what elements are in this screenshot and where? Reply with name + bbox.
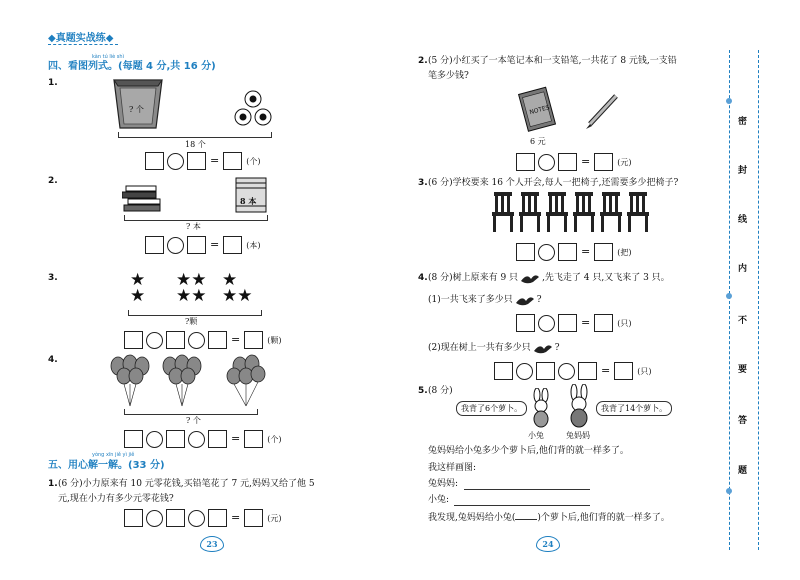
pencil-image	[582, 92, 622, 132]
answer-box[interactable]	[516, 153, 535, 171]
equals-sign: =	[210, 238, 220, 251]
question-1-number: 1.	[48, 479, 58, 489]
seal-char: 线	[738, 215, 748, 225]
problem-4-number: 4.	[48, 355, 58, 365]
answer-sentence-b: )个萝卜后,他们背的就一样多了。	[537, 513, 670, 523]
bucket-image	[112, 74, 164, 130]
answer-box[interactable]	[145, 152, 164, 170]
answer-box[interactable]	[244, 331, 263, 349]
problem-1-number: 1.	[48, 78, 58, 88]
little-rabbit-image	[526, 388, 556, 428]
answer-box[interactable]	[124, 331, 143, 349]
problem-2-number: 2.	[48, 176, 58, 186]
seal-char: 密	[738, 117, 748, 127]
bird-icon	[519, 273, 541, 285]
question-5-number: 5.	[418, 386, 428, 396]
equals-sign: =	[210, 154, 220, 167]
mom-line-label: 兔妈妈:	[428, 479, 459, 489]
answer-box[interactable]	[594, 243, 613, 261]
unit-label: (元)	[617, 157, 632, 167]
question-4-line1	[428, 272, 670, 285]
equation-row-4	[124, 430, 281, 448]
balloons-image	[108, 354, 268, 410]
answer-box[interactable]	[594, 153, 613, 171]
unit-label: (只)	[617, 318, 632, 328]
operator-circle[interactable]	[167, 237, 184, 254]
draw-label: 我这样画图:	[428, 463, 477, 473]
operator-circle[interactable]	[146, 332, 163, 349]
stars-group-2: ★★ ★★	[176, 270, 207, 306]
brace-2-label: ? 本	[186, 222, 201, 231]
question-4-sub1	[428, 294, 542, 307]
answer-box[interactable]	[614, 362, 633, 380]
books-stack-image	[122, 184, 166, 214]
operator-circle[interactable]	[538, 244, 555, 261]
equation-row-q2	[516, 153, 631, 171]
question-2-number: 2.	[418, 56, 428, 66]
answer-box[interactable]	[578, 362, 597, 380]
answer-box[interactable]	[223, 236, 242, 254]
mom-drawing-line[interactable]	[464, 489, 590, 490]
operator-circle[interactable]	[538, 154, 555, 171]
books-pile-image	[234, 176, 268, 214]
pinyin-section5: yòng xīn jiě yì jiě	[92, 452, 135, 458]
answer-box[interactable]	[244, 430, 263, 448]
stars-group-1: ★ ★	[130, 270, 146, 306]
question-1-line2: 元,现在小力有多少元零花钱?	[58, 494, 174, 504]
brace-4-label: ? 个	[186, 416, 201, 425]
equation-row-2	[145, 236, 260, 254]
seal-char: 封	[738, 166, 748, 176]
answer-box[interactable]	[145, 236, 164, 254]
answer-box[interactable]	[166, 430, 185, 448]
answer-box[interactable]	[494, 362, 513, 380]
question-3-line1: (6 分)学校要来 16 个人开会,每人一把椅子,还需要多少把椅子?	[428, 178, 679, 188]
operator-circle[interactable]	[188, 431, 205, 448]
pinyin-section4: kàn tú liè shì	[92, 54, 124, 60]
unit-label: (把)	[617, 247, 632, 257]
question-3-number: 3.	[418, 178, 428, 188]
question-2-line1: (5 分)小红买了一本笔记本和一支铅笔,一共花了 8 元钱,一支铅	[428, 56, 677, 66]
stars-group-3: ★ ★★	[222, 270, 253, 306]
question-4-sub2-end: ?	[554, 343, 560, 353]
binding-hole	[726, 488, 732, 494]
kid-drawing-line[interactable]	[454, 505, 590, 506]
operator-circle[interactable]	[188, 332, 205, 349]
banner-underline	[48, 44, 118, 45]
speech-bubble-mom: 我背了14个萝卜。	[596, 401, 672, 416]
notebook-text: NOTES	[528, 104, 551, 117]
seal-char: 要	[738, 365, 748, 375]
equation-row-3	[124, 331, 281, 349]
equals-sign: =	[581, 155, 591, 168]
seal-line-left	[729, 50, 730, 550]
book-count-label: 8 本	[240, 196, 257, 206]
question-4-sub2-text: (2)现在树上一共有多少只	[428, 343, 531, 353]
question-4-text-b: ,先飞走了 4 只,又飞来了 3 只。	[542, 273, 670, 283]
answer-box[interactable]	[187, 236, 206, 254]
brace-1	[118, 132, 272, 138]
page-number-right: 24	[536, 536, 560, 552]
bird-icon	[514, 295, 536, 307]
answer-box[interactable]	[558, 243, 577, 261]
seal-char: 题	[738, 466, 748, 476]
unit-label: (个)	[267, 434, 282, 444]
equation-row-q4-2	[494, 362, 651, 380]
answer-box[interactable]	[166, 331, 185, 349]
answer-box[interactable]	[558, 314, 577, 332]
answer-box[interactable]	[536, 362, 555, 380]
seal-char: 内	[738, 264, 748, 274]
rabbit-mom-name: 兔妈妈	[566, 431, 590, 440]
equals-sign: =	[231, 333, 241, 346]
problem-3-number: 3.	[48, 273, 58, 283]
question-4-number: 4.	[418, 273, 428, 283]
operator-circle[interactable]	[146, 510, 163, 527]
equals-sign: =	[581, 316, 591, 329]
answer-box[interactable]	[166, 509, 185, 527]
question-5-score: (8 分)	[428, 386, 453, 396]
equals-sign: =	[581, 245, 591, 258]
seal-line-right	[758, 50, 759, 550]
answer-box[interactable]	[208, 331, 227, 349]
answer-box[interactable]	[516, 314, 535, 332]
operator-circle[interactable]	[516, 363, 533, 380]
notebook-image	[515, 86, 561, 132]
question-1-line1: (6 分)小力原来有 10 元零花钱,买铅笔花了 7 元,妈妈又给了他 5	[58, 479, 315, 489]
operator-circle[interactable]	[558, 363, 575, 380]
seal-char: 不	[738, 316, 748, 326]
question-4-sub1-text: (1)一共飞来了多少只	[428, 295, 513, 305]
answer-box[interactable]	[558, 153, 577, 171]
mother-rabbit-image	[564, 384, 594, 428]
question-4-sub2	[428, 342, 560, 355]
question-4-sub1-end: ?	[536, 295, 542, 305]
answer-box[interactable]	[124, 430, 143, 448]
operator-circle[interactable]	[146, 431, 163, 448]
answer-blank[interactable]	[515, 519, 537, 520]
equation-row-1	[145, 152, 260, 170]
equals-sign: =	[231, 511, 241, 524]
equation-row-q4-1	[516, 314, 631, 332]
answer-box[interactable]	[187, 152, 206, 170]
unit-label: (个)	[246, 156, 261, 166]
operator-circle[interactable]	[167, 153, 184, 170]
operator-circle[interactable]	[538, 315, 555, 332]
answer-box[interactable]	[516, 243, 535, 261]
brace-1-label: 18 个	[185, 140, 206, 149]
section5-title: 五、用心解一解。(33 分)	[48, 460, 165, 471]
kid-line-label: 小兔:	[428, 495, 450, 505]
answer-box[interactable]	[594, 314, 613, 332]
equation-row-q3	[516, 243, 631, 261]
answer-box[interactable]	[124, 509, 143, 527]
operator-circle[interactable]	[188, 510, 205, 527]
section4-title: 四、看图列式。(每题 4 分,共 16 分)	[48, 61, 216, 72]
question-5-text: 兔妈妈给小兔多少个萝卜后,他们背的就一样多了。	[428, 446, 629, 456]
question-4-text-a: (8 分)树上原来有 9 只	[428, 273, 519, 283]
answer-box[interactable]	[208, 430, 227, 448]
equals-sign: =	[231, 432, 241, 445]
seal-char: 答	[738, 416, 748, 426]
unit-label: (元)	[267, 513, 282, 523]
balls-image	[232, 90, 274, 128]
bucket-label: ? 个	[129, 105, 144, 114]
chairs-image	[490, 192, 658, 234]
notebook-price: 6 元	[530, 137, 546, 146]
page-number-left: 23	[200, 536, 224, 552]
speech-bubble-kid: 我背了6个萝卜。	[456, 401, 527, 416]
brace-3-label: ?颗	[185, 317, 198, 326]
binding-hole	[726, 293, 732, 299]
answer-sentence	[428, 512, 670, 525]
answer-box[interactable]	[208, 509, 227, 527]
unit-label: (只)	[637, 366, 652, 376]
section-banner: ◆真题实战练◆	[48, 33, 114, 44]
equals-sign: =	[601, 364, 611, 377]
answer-box[interactable]	[223, 152, 242, 170]
binding-hole	[726, 98, 732, 104]
unit-label: (本)	[246, 240, 261, 250]
equation-row-q1	[124, 509, 281, 527]
rabbit-kid-name: 小兔	[528, 431, 544, 440]
question-2-line2: 笔多少钱?	[428, 71, 469, 81]
answer-sentence-a: 我发现,兔妈妈给小兔(	[428, 513, 516, 523]
unit-label: (颗)	[267, 335, 282, 345]
bird-icon	[532, 343, 554, 355]
answer-box[interactable]	[244, 509, 263, 527]
